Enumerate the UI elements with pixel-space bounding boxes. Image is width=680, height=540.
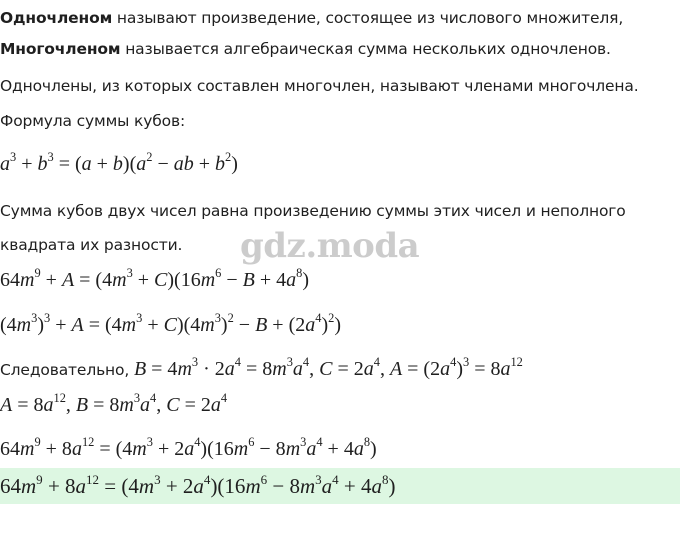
term-monomial: Одночленом <box>0 9 113 27</box>
definition-polynomial-text: называется алгебраическая сумма нескольких одночленов. <box>120 40 611 58</box>
term-polynomial: Многочленом <box>0 40 121 58</box>
equation-1: $64m^9 + A = (4m^3 + C)(16m^6 - B + 4a^8)$ <box>0 266 310 291</box>
explanation-line-2: квадрата их разности. <box>0 236 183 254</box>
equation-2: $(4m^3)^3 + A = (4m^3 + C)(4m^3)^2 - B + (2a^4)^2$) <box>0 311 341 336</box>
values-line: $A = 8a^{12}$, $B = 8m^3a^4$, $C = 2a^4$ <box>0 391 228 416</box>
explanation-line-1: Сумма кубов двух чисел равна произведению суммы этих чисел и неполного <box>0 202 626 220</box>
definition-members: Одночлены, из которых составлен многочлен, называют членами многочлена. <box>0 77 639 95</box>
conclusion-label: Следовательно, <box>0 361 134 379</box>
formula-label: Формула суммы кубов: <box>0 112 186 130</box>
answer-equation: $64m^9 + 8a^{12} = (4m^3 + 2a^4)(16m^6 - 8m^3a^4 + 4a^8)$ <box>0 471 396 498</box>
result-equation: $64m^9 + 8a^{12} = (4m^3 + 2a^4)(16m^6 - 8m^3a^4 + 4a^8)$ <box>0 435 377 460</box>
definition-polynomial <box>0 39 611 59</box>
definition-monomial-text: называют произведение, состоящее из числового множителя, <box>112 9 624 27</box>
formula-sum-of-cubes: $a^3 + b^3 = (a + b)(a^2$ − ab + $b^2$) <box>0 150 238 175</box>
definition-monomial <box>0 8 623 28</box>
conclusion-line: Следовательно, $B = 4m^3 \cdot 2a^4 = 8m^3a^4$, $C = 2a^4$, $A = (2a^4)^3 = 8a^{12}$ <box>0 355 523 380</box>
watermark-logo: gdz.moda <box>240 226 420 266</box>
